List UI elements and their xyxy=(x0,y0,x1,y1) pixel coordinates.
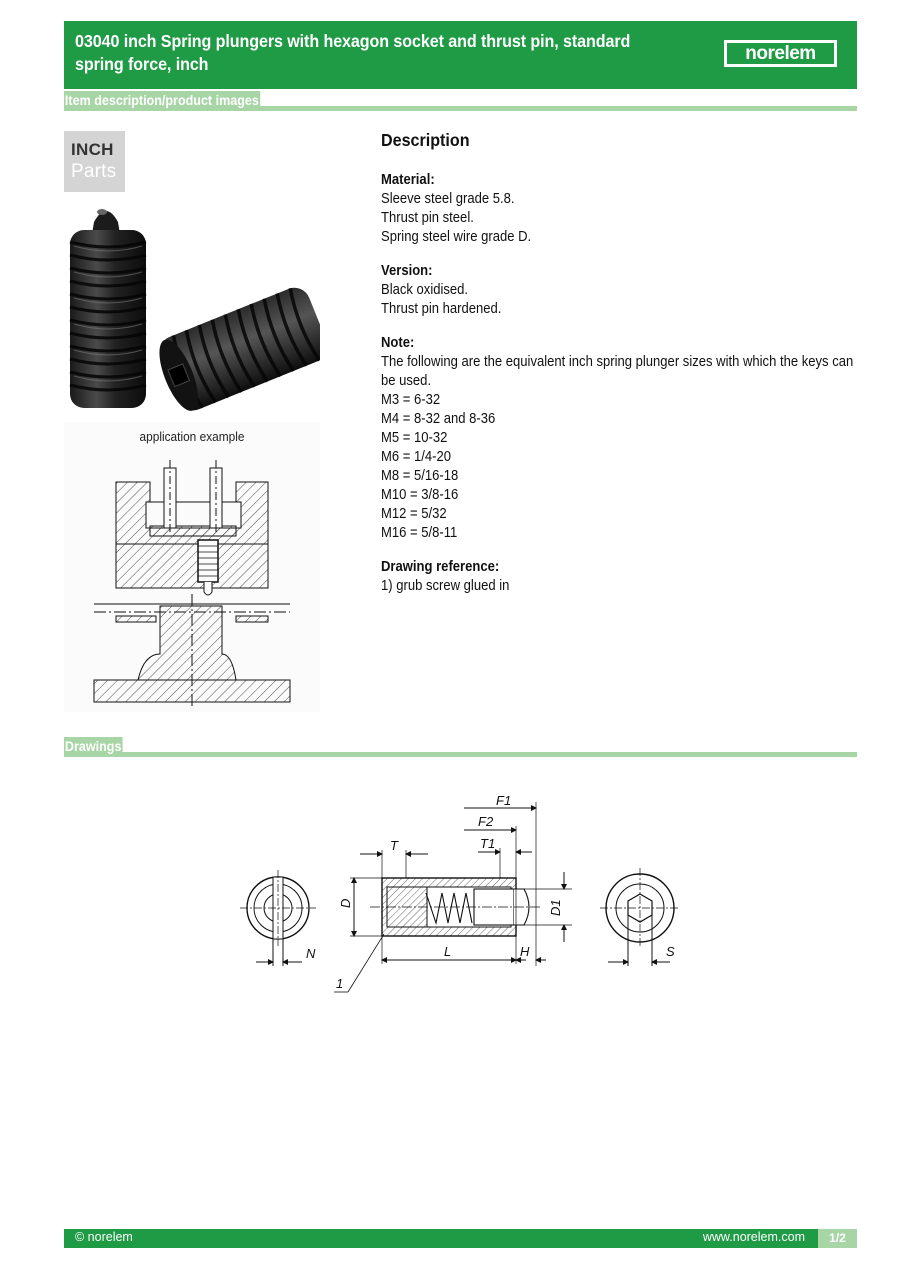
inch-parts-badge xyxy=(64,131,125,192)
label-n: N xyxy=(306,946,316,961)
note-line: M4 = 8-32 and 8-36 xyxy=(381,411,496,427)
version-block xyxy=(381,262,851,319)
label-s: S xyxy=(666,944,675,959)
badge-line-2: Parts xyxy=(71,161,117,182)
page-title: 03040 inch Spring plungers with hexagon socket and thrust pin, standard spring force, inch xyxy=(75,31,631,74)
drawing-reference-block xyxy=(381,558,851,596)
note-line: M3 = 6-32 xyxy=(381,392,441,408)
version-line: Thrust pin hardened. xyxy=(381,301,502,317)
technical-drawing xyxy=(230,788,700,998)
side-section-view xyxy=(334,802,572,992)
label-f2: F2 xyxy=(478,814,494,829)
note-label: Note: xyxy=(381,335,415,351)
page-number: 1/2 xyxy=(818,1229,857,1248)
horizontal-plunger xyxy=(151,283,320,417)
label-h: H xyxy=(520,944,530,959)
footer-url[interactable]: www.norelem.com xyxy=(702,1230,805,1244)
note-line: M5 = 10-32 xyxy=(381,430,448,446)
note-line: M6 = 1/4-20 xyxy=(381,449,452,465)
label-ref-1: 1 xyxy=(336,976,344,991)
drawing-reference-line: 1) grub screw glued in xyxy=(381,578,510,594)
page-footer xyxy=(64,1229,857,1248)
version-label: Version: xyxy=(381,263,433,279)
application-drawing xyxy=(86,454,298,706)
description-panel xyxy=(381,128,854,611)
label-t: T xyxy=(390,838,398,853)
label-d1: D1 xyxy=(548,899,563,916)
note-line: M12 = 5/32 xyxy=(381,506,447,522)
section-heading: Drawings xyxy=(64,737,122,757)
material-block xyxy=(381,171,851,247)
description-title: Description xyxy=(381,130,470,150)
section-item-description xyxy=(64,91,857,111)
note-line: M8 = 5/16-18 xyxy=(381,468,459,484)
label-d: D xyxy=(338,898,353,908)
version-line: Black oxidised. xyxy=(381,282,469,298)
label-t1: T1 xyxy=(480,836,496,851)
label-l: L xyxy=(444,944,452,959)
note-line: The following are the equivalent inch spring plunger sizes with which the keys can xyxy=(381,354,854,370)
material-line: Sleeve steel grade 5.8. xyxy=(381,191,515,207)
note-line: M16 = 5/8-11 xyxy=(381,525,458,541)
section-divider xyxy=(64,752,857,757)
section-heading: Item description/product images xyxy=(64,91,260,111)
note-block xyxy=(381,334,854,543)
vertical-plunger xyxy=(70,209,146,408)
note-line: M10 = 3/8-16 xyxy=(381,487,459,503)
material-line: Spring steel wire grade D. xyxy=(381,229,532,245)
badge-line-1: INCH xyxy=(71,140,114,159)
norelem-logo xyxy=(724,40,837,67)
label-f1: F1 xyxy=(496,793,512,808)
note-line: be used. xyxy=(381,373,432,389)
material-line: Thrust pin steel. xyxy=(381,210,474,226)
drawing-reference-label: Drawing reference: xyxy=(381,559,500,575)
end-view-left xyxy=(240,870,316,966)
footer-copyright: © norelem xyxy=(75,1230,133,1244)
material-label: Material: xyxy=(381,172,435,188)
section-drawings xyxy=(64,737,857,757)
application-caption: application example xyxy=(139,430,245,444)
page-header xyxy=(64,21,857,89)
application-example xyxy=(64,422,320,712)
product-image xyxy=(64,200,320,420)
logo-text: norelem xyxy=(727,43,834,64)
